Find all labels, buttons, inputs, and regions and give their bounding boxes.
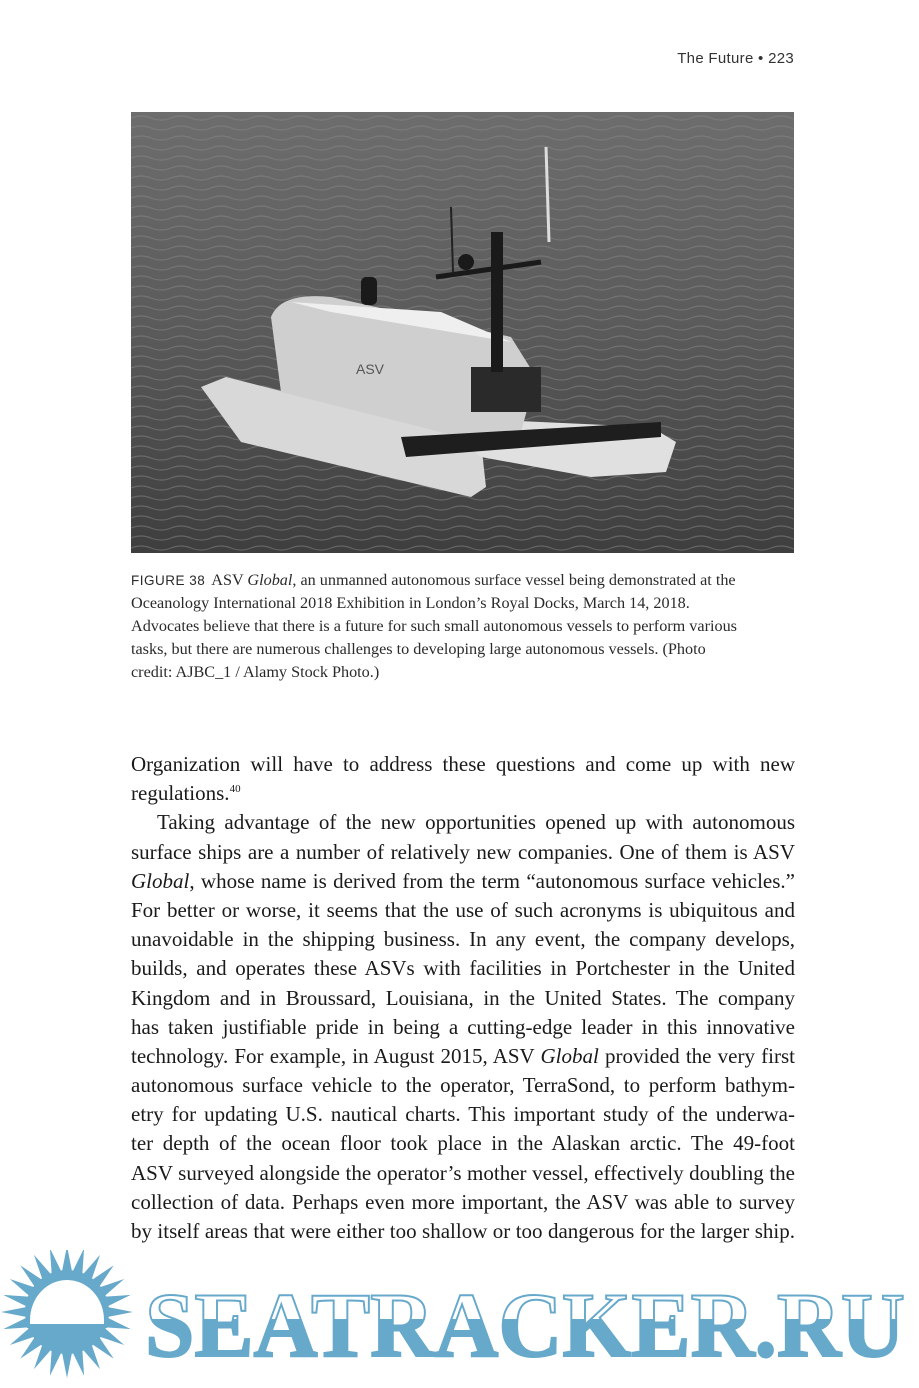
- seatracker-watermark-logo: [0, 1250, 919, 1388]
- italic-text: Global: [131, 868, 190, 893]
- text-run: Organization will have to address these questions and come up with new: [131, 752, 795, 776]
- text-line: [131, 1042, 795, 1071]
- text-run: ASV: [211, 571, 248, 589]
- text-run: technology. For example, in August 2015, ASV: [131, 1043, 541, 1068]
- text-run: , an unmanned autonomous surface vessel being demonstrated at the: [292, 571, 736, 589]
- text-line: [131, 779, 795, 808]
- caption-line: [131, 661, 794, 684]
- body-text: [131, 750, 795, 1246]
- text-line: [131, 1188, 795, 1217]
- caption-line: [131, 638, 794, 661]
- text-line: [131, 954, 795, 983]
- sun-ray: [62, 1250, 72, 1272]
- text-run: provided the very first: [598, 1043, 795, 1068]
- sun-ray: [107, 1307, 133, 1317]
- text-run: ter depth of the ocean floor took place in the Alaskan arctic. The 49-foot: [131, 1131, 795, 1156]
- footnote-ref: 40: [229, 783, 241, 796]
- figure-label: FIGURE 38: [131, 573, 206, 588]
- text-run: builds, and operates these ASVs with facilities in Portchester in the United: [131, 956, 795, 981]
- text-line: [131, 1217, 795, 1246]
- running-head: The Future • 223: [677, 50, 794, 67]
- text-line: [131, 1071, 795, 1100]
- text-run: ASV surveyed alongside the operator’s mother vessel, effectively doubling the: [131, 1160, 795, 1185]
- text-run: regulations.: [131, 781, 230, 806]
- text-run: autonomous surface vehicle to the operator, TerraSond, to perform bathym-: [131, 1073, 795, 1098]
- text-run: credit: AJBC_1 / Alamy Stock Photo.): [131, 663, 380, 681]
- text-run: For better or worse, it seems that the use of such acronyms is ubiquitous and: [131, 897, 795, 922]
- text-line: [131, 1100, 795, 1129]
- sun-icon: [1, 1250, 133, 1378]
- text-run: etry for updating U.S. nautical charts. This important study of the underwa-: [131, 1102, 795, 1127]
- text-line: [131, 838, 795, 867]
- text-line: [131, 867, 795, 896]
- text-line: [131, 808, 795, 837]
- text-run: has taken justifiable pride in being a cutting-edge leader in this innovative: [131, 1014, 795, 1039]
- text-line: [131, 1159, 795, 1188]
- caption-line: [131, 592, 794, 615]
- text-run: , whose name is derived from the term “autonomous surface vehicles.”: [189, 868, 795, 893]
- italic-text: Global: [247, 571, 293, 589]
- sun-ray: [1, 1307, 27, 1317]
- italic-text: Global: [540, 1043, 599, 1068]
- text-line: [131, 1129, 795, 1158]
- text-run: Advocates believe that there is a future for such small autonomous vessels to perform various: [131, 617, 737, 635]
- figure-photo: [131, 112, 794, 553]
- text-run: collection of data. Perhaps even more important, the ASV was able to survey: [131, 1189, 795, 1214]
- text-run: tasks, but there are numerous challenges to developing large autonomous vessels. (Photo: [131, 640, 706, 658]
- text-line: [131, 925, 795, 954]
- text-run: Taking advantage of the new opportunities opened up with autonomous: [157, 810, 795, 835]
- figure-caption: [131, 569, 794, 684]
- boat-logo-text: ASV: [356, 361, 385, 377]
- text-line: [131, 896, 795, 925]
- watermark-text: SEATRACKER.RU: [145, 1274, 905, 1376]
- sun-ray: [62, 1352, 72, 1378]
- text-run: Kingdom and in Broussard, Louisiana, in the United States. The company: [131, 985, 795, 1010]
- text-line: [131, 750, 795, 779]
- text-run: surface ships are a number of relatively new companies. One of them is ASV: [131, 839, 795, 864]
- text-run: by itself areas that were either too shallow or too dangerous for the larger ship.: [131, 1219, 795, 1243]
- caption-line: [131, 569, 794, 592]
- text-run: unavoidable in the shipping business. In any event, the company develops,: [131, 927, 795, 952]
- caption-line: [131, 615, 794, 638]
- text-run: Oceanology International 2018 Exhibition in London’s Royal Docks, March 14, 2018.: [131, 594, 690, 612]
- text-line: [131, 1013, 795, 1042]
- text-line: [131, 984, 795, 1013]
